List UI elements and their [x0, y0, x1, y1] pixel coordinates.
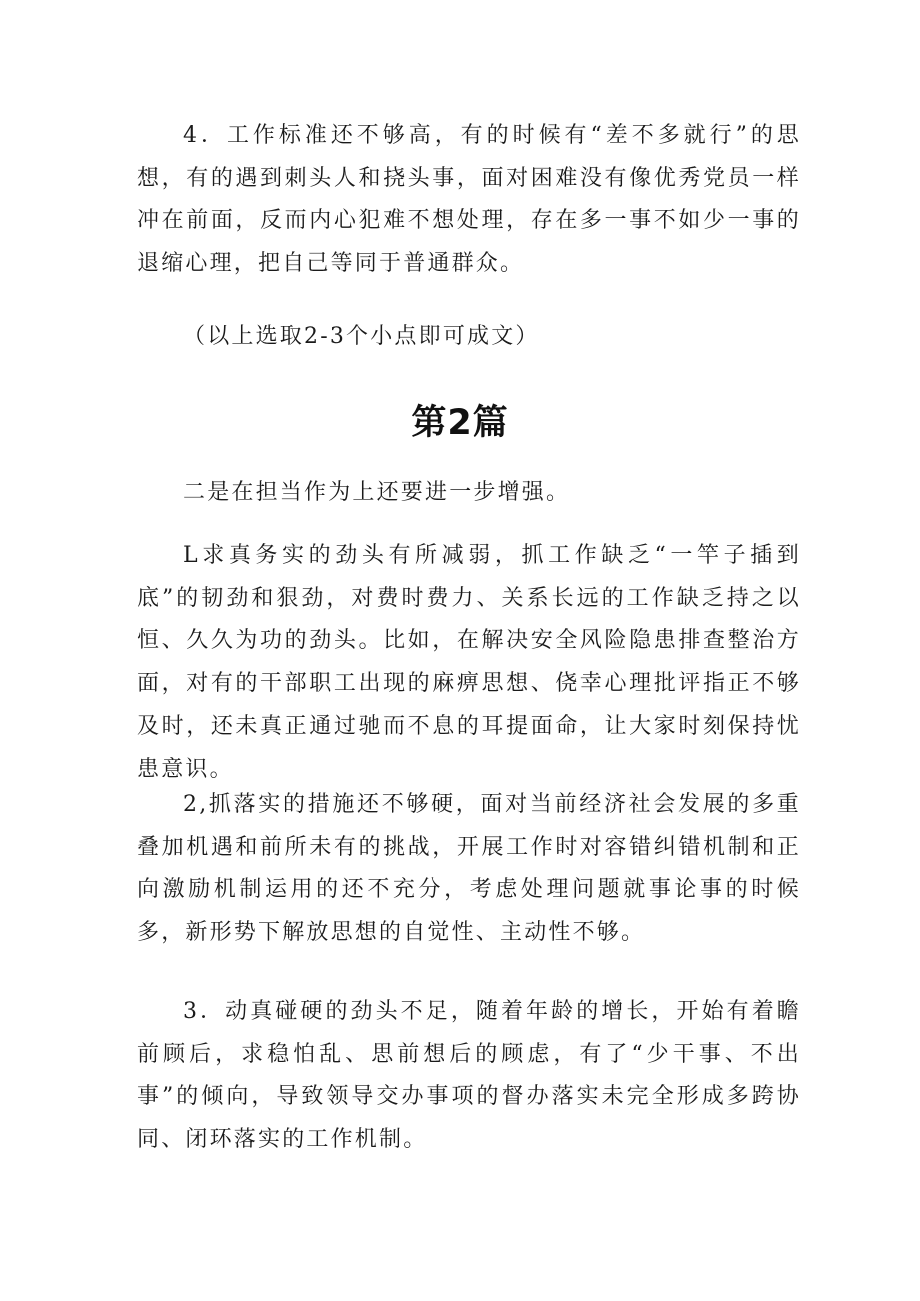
section-intro: 二是在担当作为上还要进一步增强。 [183, 480, 571, 505]
selection-note: （以上选取2-3个小点即可成文） [183, 324, 540, 349]
paragraph-item-1: L求真务实的劲头有所减弱，抓工作缺乏“一竿子插到底”的韧劲和狠劲，对费时费力、关系长远的工作缺乏持之以恒、久久为功的劲头。比如，在解决安全风险隐患排查整治方面，对有的干部职工出现的麻痹思想、侥幸心理批评指正不够及时，还未真正通过驰而不息的耳提面命，让大家时刻保持忧患意识。 [137, 543, 801, 782]
paragraph-item-2: 2,抓落实的措施还不够硬，面对当前经济社会发展的多重叠加机遇和前所未有的挑战，开展工作时对容错纠错机制和正向激励机制运用的还不充分，考虑处理问题就事论事的时候多，新形势下解放思想的自觉性、主动性不够。 [137, 792, 801, 946]
paragraph-item-3: 3．动真碰硬的劲头不足，随着年龄的增长，开始有着瞻前顾后，求稳怕乱、思前想后的顾虑，有了“少干事、不出事”的倾向，导致领导交办事项的督办落实未完全形成多跨协同、闭环落实的工作机制。 [137, 999, 801, 1153]
paragraph-item-4: 4．工作标准还不够高，有的时候有“差不多就行”的思想，有的遇到刺头人和挠头事，面对困难没有像优秀党员一样冲在前面，反而内心犯难不想处理，存在多一事不如少一事的退缩心理，把自己等同于普通群众。 [137, 123, 801, 277]
chapter-heading: 第2篇 [411, 403, 509, 443]
